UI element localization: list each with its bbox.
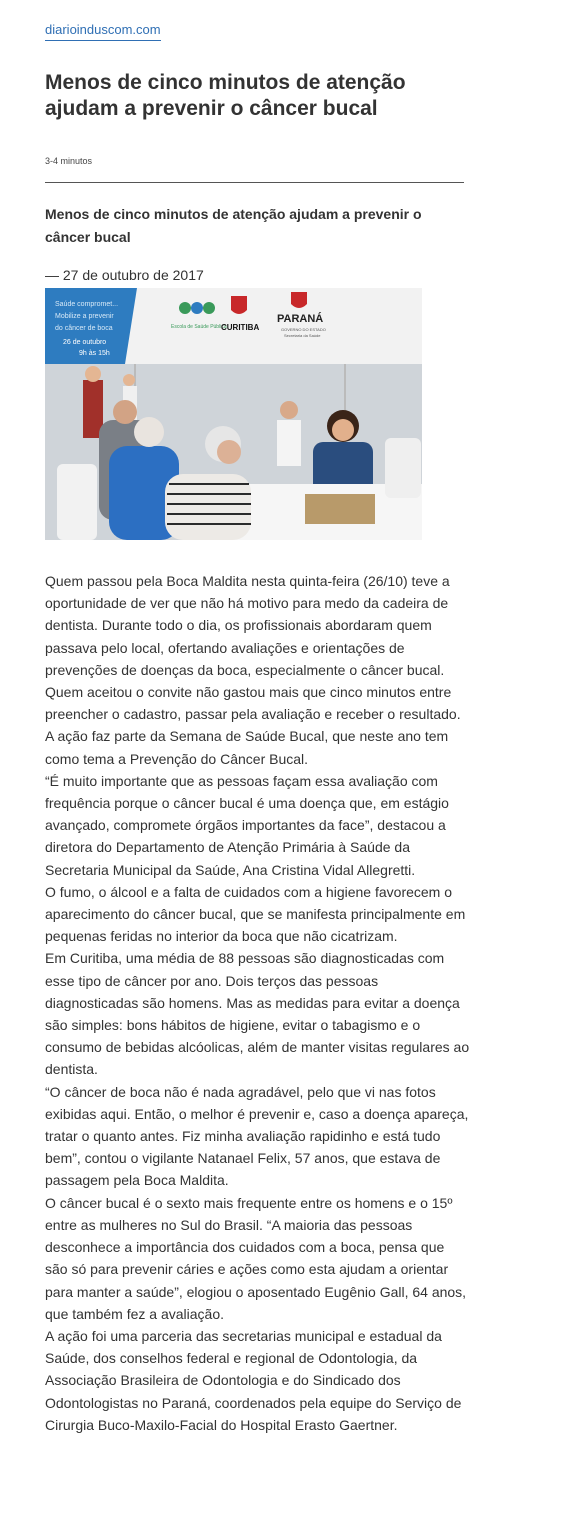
article-date: — 27 de outubro de 2017	[45, 267, 204, 283]
article-subtitle: Menos de cinco minutos de atenção ajudam a prevenir o câncer bucal	[45, 206, 422, 245]
svg-text:do câncer de boca: do câncer de boca	[55, 325, 113, 332]
article-paragraph: “É muito importante que as pessoas façam essa avaliação com frequência porque o câncer bucal é uma doença que, em estágio avançado, compromete órgãos importantes da face”, destacou a diretora do Departamento de Atenção Primária à Saúde da Secretaria Municipal da Saúde, Ana Cristina Vidal Allegretti.	[45, 772, 449, 878]
photo-illustration	[45, 288, 422, 540]
svg-text:9h às 15h: 9h às 15h	[79, 350, 110, 357]
article-body	[45, 570, 470, 1436]
svg-text:26 de outubro: 26 de outubro	[63, 339, 107, 346]
article-paragraph: O fumo, o álcool e a falta de cuidados com a higiene favorecem o aparecimento do câncer bucal, que se manifesta principalmente em pequenas feridas no interior da boca que não cicatrizam.	[45, 883, 466, 945]
banner-sublabel: GOVERNO DO ESTADO	[281, 327, 326, 332]
reading-time: 3-4 minutos	[45, 156, 93, 166]
banner-logo-label: CURITIBA	[221, 323, 260, 332]
article-paragraph: “O câncer de boca não é nada agradável, pelo que vi nas fotos exibidas aqui. Então, o melhor é prevenir e, caso a doença apareça, tratar o quanto antes. Fiz minha avaliação rapidinho e está tudo bem”, contou o vigilante Natanael Felix, 57 anos, que estava de passagem pela Boca Maldita.	[45, 1083, 469, 1189]
page-title: Menos de cinco minutos de atenção ajudam a prevenir o câncer bucal	[45, 71, 406, 120]
article-paragraph: Quem passou pela Boca Maldita nesta quinta-feira (26/10) teve a oportunidade de ver que não há motivo para medo da cadeira de dentista. Durante todo o dia, os profissionais abordaram quem passava pelo local, ofertando avaliações e orientações de prevenções de doenças da boca, especialmente o câncer bucal. Quem aceitou o convite não gastou mais que cinco minutos entre preencher o cadastro, passar pela avaliação e receber o resultado. A ação faz parte da Semana de Saúde Bucal, que neste ano tem como tema a Prevenção do Câncer Bucal.	[45, 573, 461, 767]
article-paragraph: O câncer bucal é o sexto mais frequente entre os homens e o 15º entre as mulheres no Sul do Brasil. “A maioria das pessoas desconhece a importância dos cuidados com a boca, pensa que são só para prevenir cáries e ações como esta ajudam a orientar para manter a saúde”, elogiou o aposentado Eugênio Gall, 64 anos, que também fez a avaliação.	[45, 1194, 467, 1322]
banner-logo-label: PARANÁ	[277, 313, 324, 325]
svg-text:Mobilize a prevenir: Mobilize a prevenir	[55, 313, 114, 320]
svg-text:Saúde compromet...: Saúde compromet...	[55, 301, 119, 308]
article-paragraph: Em Curitiba, uma média de 88 pessoas são diagnosticadas com esse tipo de câncer por ano. Dois terços das pessoas diagnosticadas são homens. Mas as medidas para evitar a doença são simples: bons hábitos de higiene, evitar o tabagismo e o consumo de bebidas alcóolicas, além de manter visitas regulares ao dentista.	[45, 950, 470, 1078]
article-paragraph: A ação foi uma parceria das secretarias municipal e estadual da Saúde, dos conselhos federal e regional de Odontologia, da Associação Brasileira de Odontologia e do Sindicado dos Odontologistas no Paraná, coordenados pela equipe do Serviço de Cirurgia Buco-Maxilo-Facial do Hospital Erasto Gaertner.	[45, 1327, 462, 1433]
banner-sublabel: Secretaria da Saúde	[284, 333, 321, 338]
source-link[interactable]: diarioinduscom.com	[45, 22, 161, 41]
divider	[45, 182, 464, 183]
article-photo	[45, 288, 422, 540]
banner-logo-label: Escola de Saúde Pública	[171, 324, 227, 330]
